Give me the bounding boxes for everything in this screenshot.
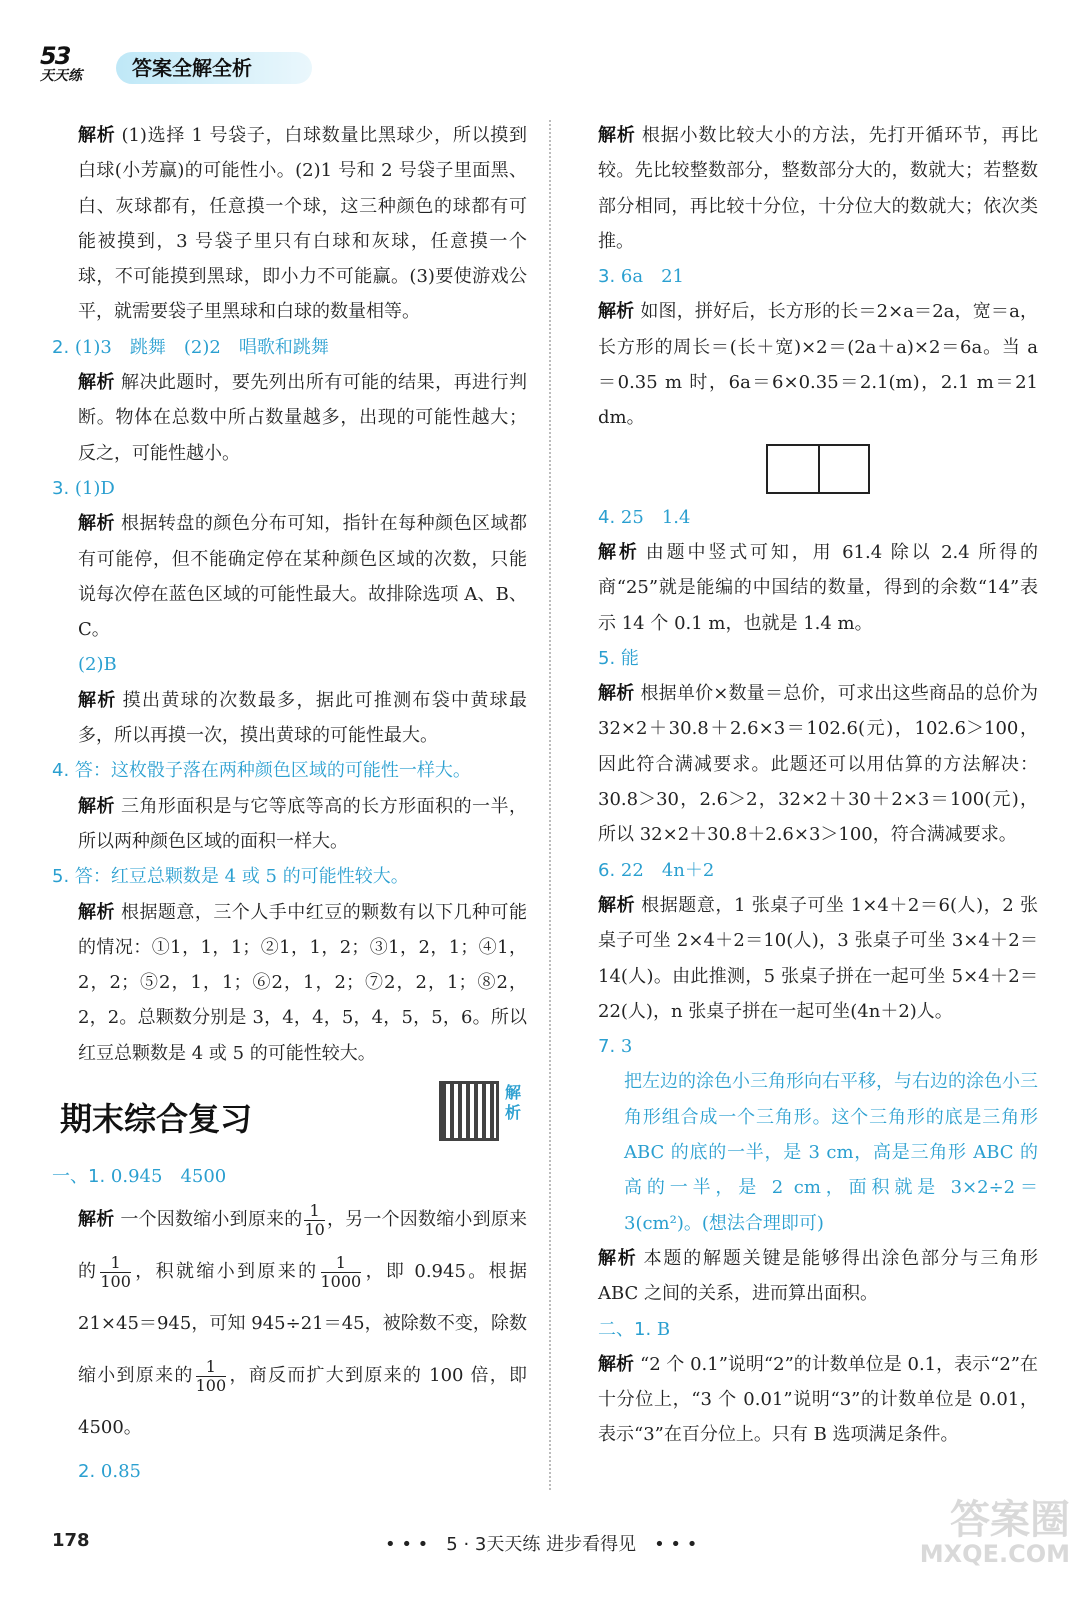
explanation-label: 解析 bbox=[598, 301, 635, 323]
logo bbox=[40, 44, 108, 90]
explanation-text: 根据题意，1 张桌子可坐 1×4＋2＝6(人)，2 张桌子可坐 2×4＋2＝10(人)，3 张桌子可坐 3×4＋2＝14(人)。由此推测，5 张桌子拼在一起可坐 5×4＋2＝22(人)，n 张桌子拼在一起可坐(4n＋2)人。 bbox=[598, 894, 1038, 1022]
answer-text: 25 1.4 bbox=[620, 506, 691, 528]
explanation-label: 解析 bbox=[78, 372, 115, 394]
watermark-url: MXQE.COM bbox=[919, 1540, 1070, 1568]
answer-text: 答：这枚骰子落在两种颜色区域的可能性一样大。 bbox=[74, 760, 471, 782]
explanation-text: 一个因数缩小到原来的 bbox=[120, 1209, 303, 1231]
question-number: 4. bbox=[598, 506, 616, 528]
rectangle-figure bbox=[598, 436, 1038, 500]
explanation-label: 解析 bbox=[598, 541, 640, 563]
fraction-denominator: 1000 bbox=[320, 1271, 362, 1291]
explanation-r6 bbox=[598, 888, 1038, 1029]
answer-text: 能 bbox=[620, 647, 639, 669]
header-banner: 答案全解全析 bbox=[116, 52, 312, 84]
answer-q5 bbox=[52, 859, 527, 894]
explanation-label: 解析 bbox=[78, 795, 115, 817]
answer-text: 0.85 bbox=[100, 1461, 141, 1483]
explanation-r0 bbox=[598, 118, 1038, 259]
explanation-text: ，商反而扩大到原来的 100 倍，即 4500。 bbox=[78, 1365, 527, 1439]
section-title bbox=[60, 1083, 527, 1147]
answer-q3-1 bbox=[52, 471, 527, 506]
explanation-q4 bbox=[52, 789, 527, 860]
answer-r7-detail: 把左边的涂色小三角形向右平移，与右边的涂色小三角形组合成一个三角形。这个三角形的底是三角形 ABC 的底的一半，是 3 cm，高是三角形 ABC 的高的一半，是 2 cm，面积就是 3×2÷2＝3(cm²)。(想法合理即可) bbox=[624, 1071, 1038, 1234]
logo-text: 天天练 bbox=[40, 68, 82, 84]
explanation-text: 摸出黄球的次数最多，据此可推测布袋中黄球最多，所以再摸一次，摸出黄球的可能性最大。 bbox=[78, 689, 528, 747]
answer-q2 bbox=[52, 330, 527, 365]
fraction-denominator: 10 bbox=[304, 1219, 325, 1239]
answer-text: (1)3 跳舞 (2)2 唱歌和跳舞 bbox=[74, 336, 329, 358]
explanation-r7 bbox=[598, 1241, 1038, 1312]
answer-s2-q1 bbox=[598, 1312, 1038, 1347]
answer-text: 0.945 4500 bbox=[110, 1166, 227, 1188]
fraction bbox=[304, 1202, 324, 1239]
explanation-r3 bbox=[598, 294, 1038, 435]
fraction-numerator: 1 bbox=[100, 1254, 131, 1273]
answer-text: 22 4n＋2 bbox=[620, 859, 715, 881]
explanation-label: 解析 bbox=[598, 1247, 638, 1269]
explanation-q5 bbox=[52, 895, 527, 1071]
answer-text: (2)B bbox=[78, 654, 117, 676]
question-number: 3. bbox=[52, 477, 70, 499]
answer-text: (1)D bbox=[74, 477, 115, 499]
explanation-q3-2 bbox=[52, 683, 527, 754]
explanation-text: ，另一个因数缩小到原来的 bbox=[78, 1209, 528, 1283]
explanation-text: ，积就缩小到原来的 bbox=[132, 1261, 319, 1283]
fraction-numerator: 1 bbox=[196, 1358, 227, 1377]
answer-text: 6a 21 bbox=[620, 266, 685, 288]
fraction-denominator: 100 bbox=[195, 1375, 227, 1395]
fraction-numerator: 1 bbox=[321, 1254, 362, 1273]
question-number: 3. bbox=[598, 266, 616, 288]
answer-r5 bbox=[598, 641, 1038, 676]
explanation-text: 解决此题时，要先列出所有可能的结果，再进行判断。物体在总数中所占数量越多，出现的可能性越大；反之，可能性越小。 bbox=[78, 372, 528, 464]
fraction bbox=[100, 1254, 131, 1291]
answer-q4 bbox=[52, 753, 527, 788]
question-number: 4. bbox=[52, 760, 70, 782]
rectangle-shape bbox=[766, 444, 870, 494]
fraction-numerator: 1 bbox=[304, 1202, 324, 1221]
explanation-text: 三角形面积是与它等底等高的长方形面积的一半，所以两种颜色区域的面积一样大。 bbox=[78, 795, 528, 852]
question-number: 5. bbox=[598, 647, 616, 669]
explanation-text: 本题的解题关键是能够得出涂色部分与三角形 ABC 之间的关系，进而算出面积。 bbox=[598, 1247, 1039, 1305]
explanation-text: 根据小数比较大小的方法，先打开循环节，再比较。先比较整数部分，整数部分大的，数就大；若整数部分相同，再比较十分位，十分位大的数就大；依次类推。 bbox=[598, 125, 1039, 252]
question-number: 7. bbox=[598, 1036, 616, 1058]
explanation-text: 根据转盘的颜色分布可知，指针在每种颜色区域都有可能停，但不能确定停在某种颜色区域的次数，只能说每次停在蓝色区域的可能性最大。故排除选项 A、B、C。 bbox=[78, 513, 528, 641]
question-number: 2. bbox=[78, 1461, 96, 1483]
answer-r4 bbox=[598, 500, 1038, 535]
explanation-label: 解析 bbox=[78, 513, 115, 535]
left-column bbox=[52, 118, 527, 1490]
question-number: 一、1. bbox=[52, 1166, 106, 1188]
explanation-text: “2 个 0.1”说明“2”的计数单位是 0.1，表示“2”在十分位上，“3 个 0.01”说明“3”的计数单位是 0.01，表示“3”在百分位上。只有 B 选项满足条件。 bbox=[598, 1353, 1038, 1446]
explanation-label: 解析 bbox=[598, 125, 636, 146]
explanation-r4 bbox=[598, 535, 1038, 641]
column-divider bbox=[549, 120, 551, 1490]
answer-r3 bbox=[598, 259, 1038, 294]
answer-s1-q1 bbox=[52, 1159, 527, 1194]
section-title-text: 期末综合复习 bbox=[60, 1100, 253, 1139]
answer-text: 答：红豆总颗数是 4 或 5 的可能性较大。 bbox=[74, 866, 409, 888]
page-number: 178 bbox=[52, 1530, 90, 1551]
explanation-q2 bbox=[52, 365, 527, 471]
explanation-text: ，即 0.945。根据 21×45＝945，可知 945÷21＝45，被除数不变，除数缩小到原来的 bbox=[78, 1261, 527, 1387]
explanation-text: 根据单价×数量＝总价，可求出这些商品的总价为 32×2＋30.8＋2.6×3＝102.6(元)，102.6＞100，因此符合满减要求。此题还可以用估算的方法解决：30.8＞30，2.6＞2，32×2＋30＋2×3＝100(元)，所以 32×2＋30.8＋2.6×3＞100，符合满减要求。 bbox=[598, 683, 1038, 846]
explanation-s1-q1 bbox=[52, 1194, 527, 1454]
explanation-text: (1)选择 1 号袋子，白球数量比黑球少，所以摸到白球(小芳赢)的可能性小。(2)1 号和 2 号袋子里面黑、白、灰球都有，任意摸一个球，这三种颜色的球都有可能被摸到，3 号袋子里只有白球和灰球，任意摸一个球，不可能摸到黑球，即小力不可能赢。(3)要使游戏公平，就需要袋子里黑球和白球的数量相等。 bbox=[78, 125, 528, 323]
answer-text: 3 bbox=[620, 1036, 633, 1058]
fraction bbox=[321, 1254, 362, 1291]
answer-text: B bbox=[656, 1318, 671, 1340]
explanation-text: 根据题意，三个人手中红豆的颗数有以下几种可能的情况：①1，1，1；②1，1，2；③1，2，1；④1，2，2；⑤2，1，1；⑥2，1，2；⑦2，2，1；⑧2，2，2。总颗数分别是 3，4，4，5，4，5，5，6。所以红豆总颗数是 4 或 5 的可能性较大。 bbox=[78, 901, 528, 1064]
explanation-s2-q1 bbox=[598, 1347, 1038, 1453]
explanation-label: 解析 bbox=[598, 683, 635, 705]
answer-r7 bbox=[598, 1029, 1038, 1064]
explanation-label: 解析 bbox=[598, 894, 636, 916]
explanation-label: 解析 bbox=[78, 125, 116, 146]
qr-label: 解析 bbox=[505, 1083, 522, 1123]
right-column bbox=[598, 118, 1038, 1453]
question-number: 6. bbox=[598, 859, 616, 881]
footer-slogan: • • • 5 · 3天天练 进步看得见 • • • bbox=[385, 1534, 698, 1555]
question-number: 5. bbox=[52, 866, 70, 888]
answer-r6 bbox=[598, 853, 1038, 888]
explanation-label: 解析 bbox=[78, 901, 115, 923]
question-number: 2. bbox=[52, 336, 70, 358]
answer-s1-q2 bbox=[52, 1454, 527, 1489]
answer-q3-2 bbox=[52, 647, 527, 682]
qr-code-icon[interactable] bbox=[439, 1081, 499, 1141]
question-number: 二、1. bbox=[598, 1318, 652, 1340]
explanation-text: 由题中竖式可知，用 61.4 除以 2.4 所得的商“25”就是能编的中国结的数量，得到的余数“14”表示 14 个 0.1 m，也就是 1.4 m。 bbox=[598, 541, 1039, 634]
explanation-label: 解析 bbox=[598, 1353, 634, 1375]
fraction bbox=[196, 1358, 227, 1395]
explanation-text: 如图，拼好后，长方形的长＝2×a＝2a，宽＝a，长方形的周长＝(长＋宽)×2＝(2a＋a)×2＝6a。当 a＝0.35 m 时，6a＝6×0.35＝2.1(m)，2.1 m＝21 dm。 bbox=[598, 301, 1039, 429]
explanation-q1 bbox=[52, 118, 527, 330]
logo-number: 53 bbox=[40, 42, 70, 70]
explanation-label: 解析 bbox=[78, 689, 117, 711]
watermark-text: 答案圈 bbox=[950, 1497, 1070, 1543]
explanation-r5 bbox=[598, 676, 1038, 852]
watermark bbox=[919, 1497, 1070, 1568]
explanation-label: 解析 bbox=[78, 1209, 115, 1231]
fraction-denominator: 100 bbox=[100, 1271, 131, 1291]
explanation-q3-1 bbox=[52, 506, 527, 647]
